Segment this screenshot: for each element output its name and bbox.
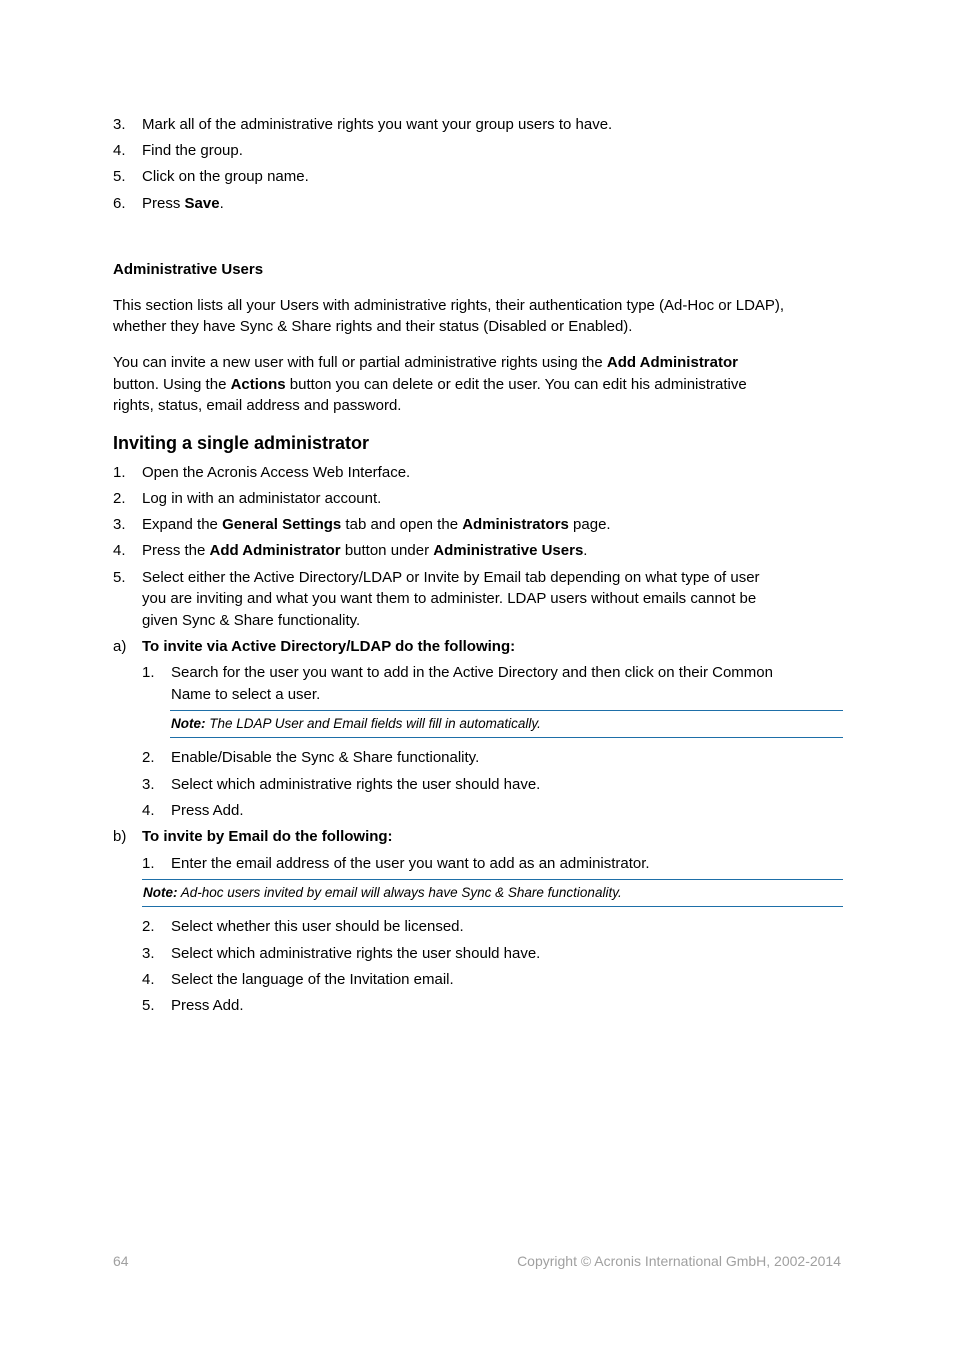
paragraph-line: button. Using the Actions button you can delete or edit the user. You can edit his administrative: [113, 376, 747, 393]
list-item: Click on the group name.: [142, 168, 309, 185]
list-item: Log in with an administator account.: [142, 490, 382, 507]
note-text: Ad-hoc users invited by email will always have Sync & Share functionality.: [177, 885, 622, 900]
list-item: given Sync & Share functionality.: [142, 612, 361, 629]
note-box: [170, 710, 843, 738]
sub-list-marker: a): [113, 638, 127, 655]
list-number: 5.: [142, 997, 155, 1014]
list-item: Find the group.: [142, 142, 243, 159]
list-item: Select which administrative rights the user should have.: [171, 945, 541, 962]
list-item: Mark all of the administrative rights you want your group users to have.: [142, 116, 613, 133]
list-item: Press Save.: [142, 195, 224, 212]
note-label: Note:: [143, 885, 178, 900]
note-label: Note:: [171, 716, 206, 731]
list-number: 1.: [113, 464, 126, 481]
note-text: The LDAP User and Email fields will fill in automatically.: [205, 716, 541, 731]
paragraph-line: whether they have Sync & Share rights and their status (Disabled or Enabled).: [113, 318, 633, 335]
list-item: Press the Add Administrator button under Administrative Users.: [142, 542, 588, 559]
list-item: Select the language of the Invitation email.: [171, 971, 454, 988]
list-number: 2.: [113, 490, 126, 507]
list-number: 5.: [113, 569, 126, 586]
list-number: 3.: [113, 116, 126, 133]
list-item: Expand the General Settings tab and open the Administrators page.: [142, 516, 611, 533]
list-number: 1.: [142, 664, 155, 681]
subsection-heading: Inviting a single administrator: [113, 433, 370, 453]
sub-list-title: To invite by Email do the following:: [142, 828, 393, 845]
list-number: 5.: [113, 168, 126, 185]
list-item: Search for the user you want to add in the Active Directory and then click on their Common: [171, 664, 773, 681]
list-number: 4.: [113, 542, 126, 559]
paragraph-line: This section lists all your Users with administrative rights, their authentication type (Ad-Hoc or LDAP),: [113, 297, 785, 314]
copyright-text: Copyright © Acronis International GmbH, 2002-2014: [517, 1253, 841, 1269]
list-number: 3.: [142, 776, 155, 793]
list-item: Press Add.: [171, 997, 244, 1014]
list-item: Enable/Disable the Sync & Share functionality.: [171, 749, 480, 766]
list-item: Enter the email address of the user you want to add as an administrator.: [171, 855, 650, 872]
sub-list-title: To invite via Active Directory/LDAP do the following:: [142, 638, 516, 655]
note-box: [142, 879, 843, 907]
list-item: Select either the Active Directory/LDAP or Invite by Email tab depending on what type of user: [142, 569, 760, 586]
list-item: Press Add.: [171, 802, 244, 819]
list-number: 2.: [142, 918, 155, 935]
list-number: 3.: [113, 516, 126, 533]
list-number: 6.: [113, 195, 126, 212]
sub-list-marker: b): [113, 828, 127, 845]
paragraph-line: You can invite a new user with full or partial administrative rights using the Add Administrator: [113, 354, 738, 371]
list-item: you are inviting and what you want them to administer. LDAP users without emails cannot be: [142, 590, 757, 607]
list-number: 4.: [142, 971, 155, 988]
list-item: Select which administrative rights the user should have.: [171, 776, 541, 793]
list-number: 2.: [142, 749, 155, 766]
list-number: 4.: [113, 142, 126, 159]
list-number: 4.: [142, 802, 155, 819]
paragraph-line: rights, status, email address and password.: [113, 397, 402, 414]
list-item: Select whether this user should be licensed.: [171, 918, 464, 935]
page-number: 64: [113, 1253, 129, 1269]
list-item: Name to select a user.: [171, 686, 321, 703]
list-number: 3.: [142, 945, 155, 962]
section-heading: Administrative Users: [113, 261, 264, 278]
list-number: 1.: [142, 855, 155, 872]
list-item: Open the Acronis Access Web Interface.: [142, 464, 411, 481]
